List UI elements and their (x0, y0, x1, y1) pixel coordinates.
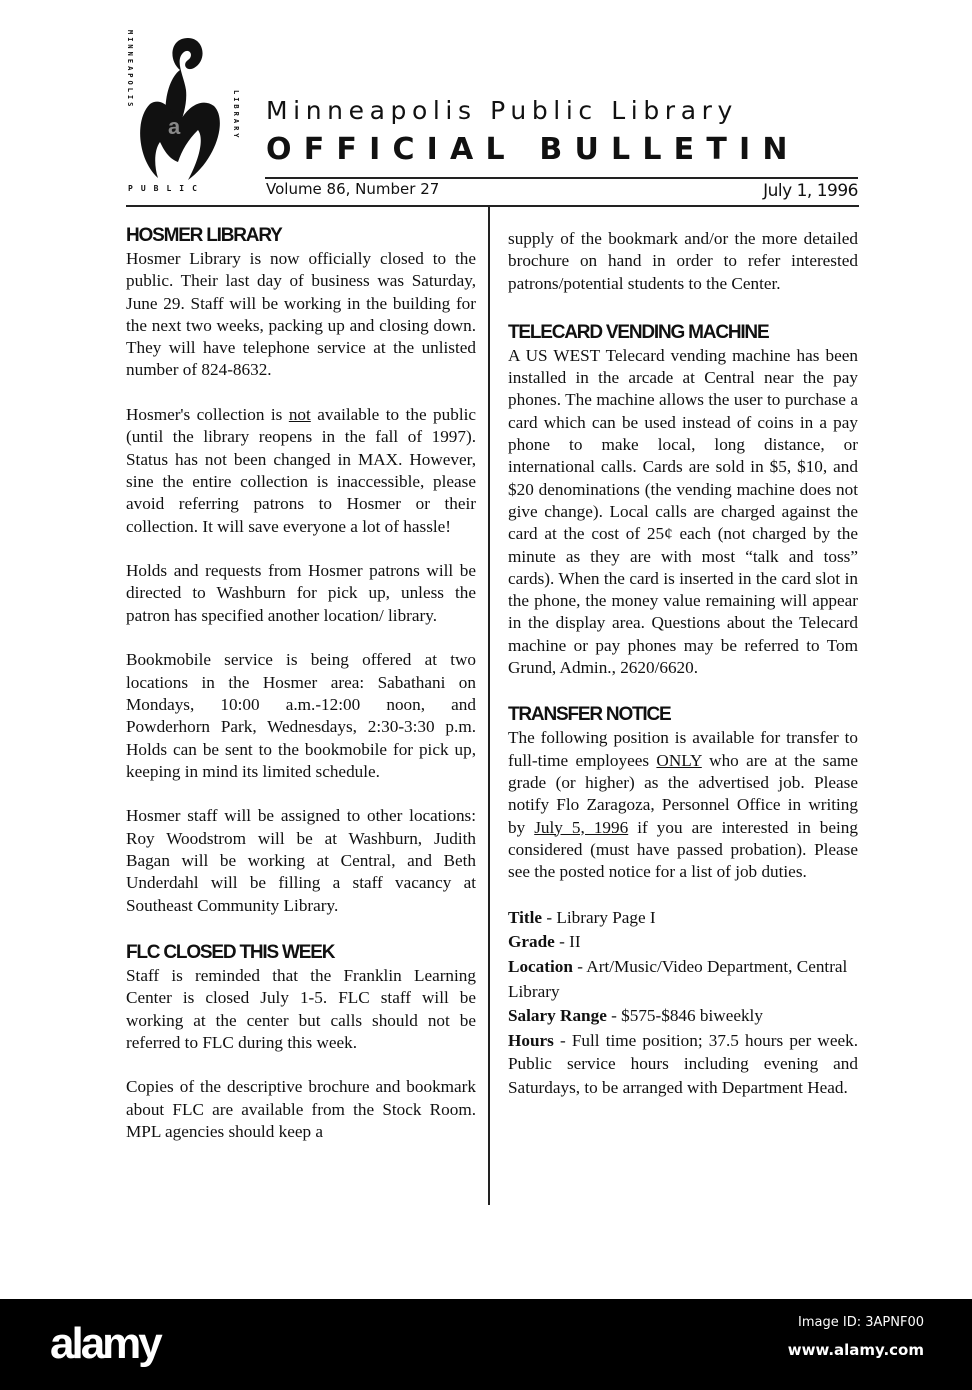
text: available to the public (until the library reopens in the fall of 1997). Status has not been changed in MAX. However, sine the entire collection is inaccessible, please avoid referring patrons to Hosmer or their collection. It will save everyone a lot of hassle! (126, 405, 476, 536)
text: Hosmer's collection is (126, 405, 289, 425)
logo-text-right: LIBRARY (232, 90, 240, 141)
text: who are at the same grade (or higher) as the advertised job. Please notify Flo Zaragoza, Personnel Office in writing by (508, 750, 858, 837)
emphasis: ONLY (656, 750, 702, 770)
job-salary (508, 1004, 858, 1029)
logo-text-left: MINNEAPOLIS (126, 30, 134, 110)
flc-paragraph-2: Copies of the descriptive brochure and bookmark about FLC are available from the Stock Room. MPL agencies should keep a (126, 1077, 476, 1141)
header-bottom-rule (126, 205, 859, 207)
text: The following position is available for transfer to full-time employees (508, 728, 858, 770)
watermark-url: www.alamy.com (787, 1341, 924, 1359)
hosmer-paragraph-5: Hosmer staff will be assigned to other locations: Roy Woodstrom will be at Washburn, Judith Bagan will be working at Central, and Beth Underdahl will be filling a staff vacancy at Southeast Community Library. (126, 806, 476, 915)
flc-paragraph-1: Staff is reminded that the Franklin Learning Center is closed July 1-5. FLC staff will be working at the center but calls should not be referred to FLC during this week. (126, 965, 476, 1052)
column-divider (488, 205, 490, 1205)
hosmer-paragraph-4: Bookmobile service is being offered at two locations in the Hosmer area: Sabathani on Mondays, 10:00 a.m.-12:00 noon, and Powderhorn Park, Wednesdays, 2:30-3:30 p.m. Holds can be sent to the bookmobile for pick up, keeping in mind its limited schedule. (126, 650, 476, 781)
value: - II (554, 932, 581, 952)
watermark-bar (0, 1299, 972, 1390)
watermark-image-id: Image ID: 3APNF00 (798, 1315, 924, 1330)
deadline: July 5, 1996 (534, 817, 629, 837)
library-logo (128, 30, 246, 200)
flc-paragraph-continued: supply of the bookmark and/or the more detailed brochure on hand in order to refer interested patrons/potential students to the Center. (508, 229, 858, 293)
value: - $575-$846 biweekly (606, 1006, 763, 1026)
job-grade (508, 930, 858, 955)
value: - Full time position; 37.5 hours per week. Public service hours including evening and Saturdays, to be arranged with Department Head. (508, 1030, 858, 1097)
org-name: Minneapolis Public Library (266, 96, 738, 125)
issue-date: July 1, 1996 (763, 181, 858, 201)
hosmer-paragraph-3: Holds and requests from Hosmer patrons will be directed to Washburn for pick up, unless the patron has specified another location/ library. (126, 561, 476, 625)
bulletin-title: OFFICIAL BULLETIN (266, 132, 800, 167)
volume-number: Volume 86, Number 27 (266, 180, 440, 198)
text: if you are interested in being considered (must have passed probation). Please see the posted notice for a list of job duties. (508, 817, 858, 882)
flc-heading: FLC CLOSED THIS WEEK (126, 941, 335, 963)
svg-text:a: a (168, 114, 181, 139)
value: - Art/Music/Video Department, Central Library (508, 956, 848, 1001)
right-column (508, 228, 858, 1099)
hosmer-paragraph-2 (126, 404, 476, 538)
job-title (508, 906, 858, 931)
telecard-paragraph: A US WEST Telecard vending machine has been installed in the arcade at Central near the pay phones. The machine allows the user to purchase a card which can be used instead of coins in a pay phone to make local, long distance, or international calls. Cards are sold in $5, $10, and $20 denominations (the vending machine does not give change). Local calls are charged against the card at the cost of 25¢ each (not charged by the minute as they are with most “talk and toss” cards). When the card is inserted in the card slot in the phone, the money value remaining will appear in the display area. Questions about the Telecard machine or pay phones may be referred to Tom Grund, Admin., 2620/6620. (508, 345, 858, 678)
label: Grade (508, 932, 555, 952)
label: Salary Range (508, 1006, 607, 1026)
job-location (508, 955, 858, 1004)
label: Title (508, 907, 543, 927)
transfer-heading: TRANSFER NOTICE (508, 704, 671, 726)
header-rule (265, 177, 858, 179)
label: Hours (508, 1030, 554, 1050)
hosmer-heading: HOSMER LIBRARY (126, 225, 282, 246)
hosmer-paragraph-1: Hosmer Library is now officially closed to the public. Their last day of business was Saturday, June 29. Staff will be working in the building for the next two weeks, packing up and closing down. They will have telephone service at the unlisted number of 824-8632. (126, 249, 476, 380)
watermark-brand: alamy (50, 1319, 160, 1368)
left-column (126, 224, 476, 1166)
job-hours (508, 1029, 858, 1100)
logo-text-bottom: PUBLIC (128, 184, 205, 193)
value: - Library Page I (542, 907, 656, 927)
telecard-heading: TELECARD VENDING MACHINE (508, 321, 769, 343)
label: Location (508, 956, 573, 976)
transfer-paragraph (508, 727, 858, 883)
library-logo-mark (128, 30, 246, 200)
emphasis: not (288, 405, 311, 425)
